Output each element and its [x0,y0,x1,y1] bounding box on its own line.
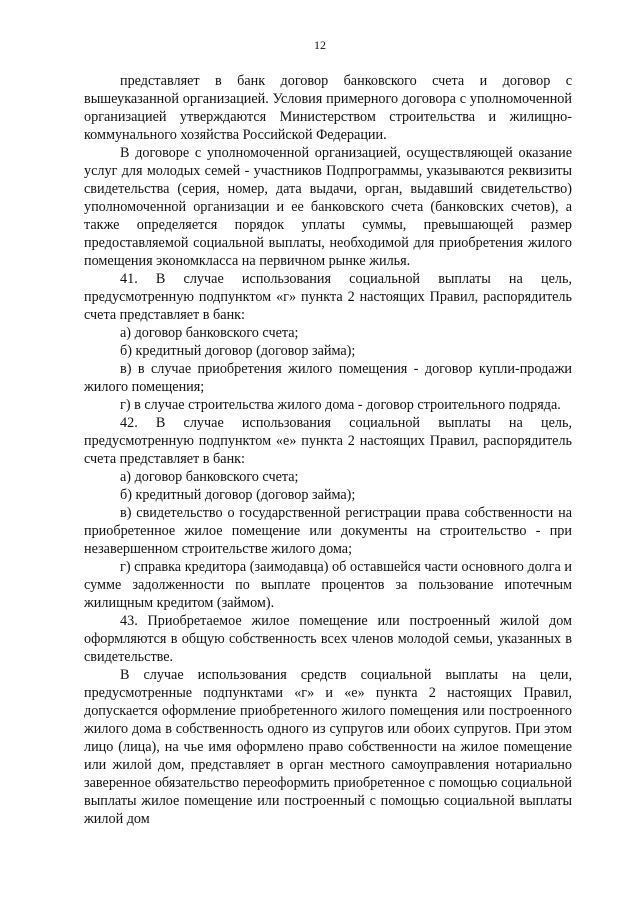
paragraph-43: 43. Приобретаемое жилое помещение или построенный жилой дом оформляются в общую собственность всех членов молодой семьи, указанных в свидетельстве. [84,613,572,665]
list-item-41-v: в) в случае приобретения жилого помещения - договор купли-продажи жилого помещения; [84,361,572,395]
list-item-41-b: б) кредитный договор (договор займа); [120,343,356,359]
paragraph-42: 42. В случае использования социальной выплаты на цель, предусмотренную подпунктом «е» пункта 2 настоящих Правил, распорядитель счета представляет в банк: [84,415,572,467]
page-number: 12 [314,38,326,52]
list-item-41-g: г) в случае строительства жилого дома - договор строительного подряда. [120,397,561,413]
list-item-42-g: г) справка кредитора (заимодавца) об оставшейся части основного долга и сумме задолженности по выплате процентов за пользование ипотечным жилищным кредитом (займом). [84,559,572,611]
list-item-42-a: а) договор банковского счета; [120,469,299,485]
list-item-42-b: б) кредитный договор (договор займа); [120,487,356,503]
paragraph-41: 41. В случае использования социальной выплаты на цель, предусмотренную подпунктом «г» пункта 2 настоящих Правил, распорядитель счета представляет в банк: [84,271,572,323]
paragraph-continuation: представляет в банк договор банковского счета и договор с вышеуказанной организацией. Условия примерного договора с уполномоченной организацией утверждаются Министерством строительства и жилищно-коммунального хозяйства Российской Федерации. [84,73,572,143]
list-item-42-v: в) свидетельство о государственной регистрации права собственности на приобретенное жилое помещение или документы на строительство - при незавершенном строительстве жилого дома; [84,505,572,557]
paragraph-contract-details: В договоре с уполномоченной организацией, осуществляющей оказание услуг для молодых семей - участников Подпрограммы, указываются реквизиты свидетельства (серия, номер, дата выдачи, орган, выдавший свидетельство) уполномоченной организации и ее банковского счета (банковских счетов), а также определяется порядок уплаты суммы, превышающей размер предоставляемой социальной выплаты, необходимой для приобретения жилого помещения экономкласса на первичном рынке жилья. [84,145,572,269]
list-item-41-a: а) договор банковского счета; [120,325,299,341]
document-body [84,72,572,828]
paragraph-ownership: В случае использования средств социальной выплаты на цели, предусмотренные подпунктами «г» и «е» пункта 2 настоящих Правил, допускается оформление приобретенного жилого помещения или построенного жилого дома в собственность одного из супругов или обоих супругов. При этом лицо (лица), на чье имя оформлено право собственности на жилое помещение или жилой дом, представляет в орган местного самоуправления нотариально заверенное обязательство переоформить приобретенное с помощью социальной выплаты жилое помещение или построенный с помощью социальной выплаты жилой дом [84,667,572,827]
